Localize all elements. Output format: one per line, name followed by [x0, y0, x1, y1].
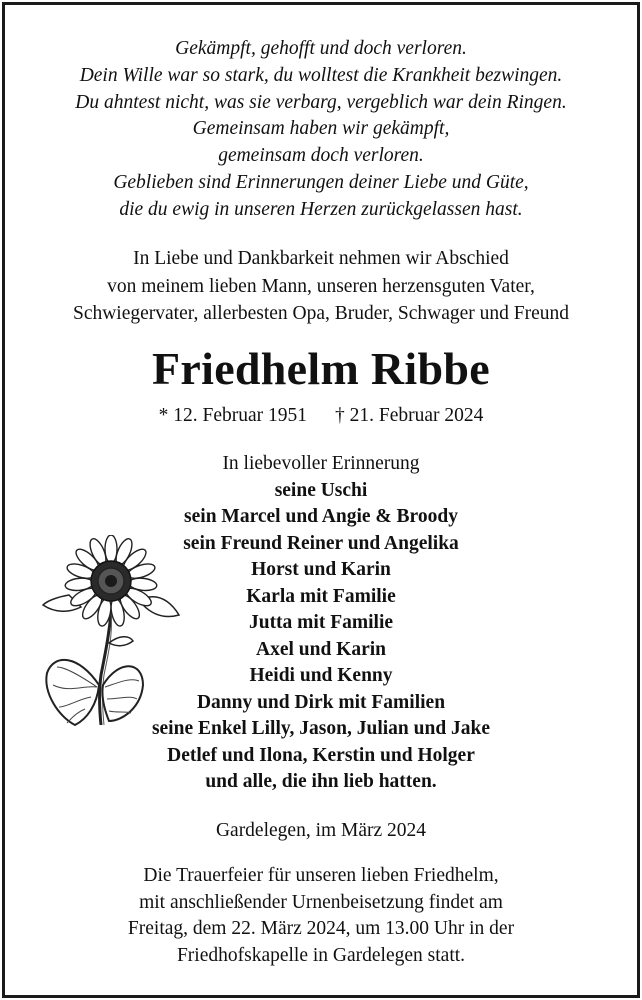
intro-line: von meinem lieben Mann, unseren herzensguten Vater, [107, 275, 535, 297]
poem-line: Du ahntest nicht, was sie verbarg, vergeblich war dein Ringen. [75, 91, 567, 113]
poem [5, 36, 637, 224]
mourner-line: Danny und Dirk mit Familien [196, 691, 446, 713]
mourner-line: sein Marcel und Angie & Broody [184, 506, 458, 527]
birth-date: * 12. Februar 1951 [158, 405, 307, 426]
mourner-line: seine Enkel Lilly, Jason, Julian und Jake [151, 718, 491, 739]
farewell-intro [5, 245, 637, 328]
mourner-line: seine Uschi [274, 479, 368, 501]
intro-line: In Liebe und Dankbarkeit nehmen wir Abschied [133, 248, 509, 269]
intro-line: Schwiegervater, allerbesten Opa, Bruder, Schwager und Freund [72, 303, 570, 324]
mourner-line: Jutta mit Familie [248, 612, 394, 633]
obituary-frame [2, 2, 640, 998]
mourner-line: Heidi und Kenny [249, 665, 393, 686]
poem-line: die du ewig in unseren Herzen zurückgelassen hast. [119, 198, 523, 220]
mourner-line: Horst und Karin [251, 559, 391, 580]
mourner-line: und alle, die ihn lieb hatten. [205, 771, 437, 792]
funeral-line: Freitag, dem 22. März 2024, um 13.00 Uhr in der [127, 918, 515, 939]
mourner-line: Karla mit Familie [246, 585, 396, 607]
funeral-line: Friedhofskapelle in Gardelegen statt. [176, 944, 466, 966]
death-date: † 21. Februar 2024 [335, 405, 484, 426]
sunflower-icon [39, 535, 184, 730]
mourner-line: Axel und Karin [255, 638, 387, 660]
funeral-line: mit anschließender Urnenbeisetzung findet am [139, 891, 503, 913]
life-dates [5, 403, 637, 429]
place-date: Gardelegen, im März 2024 [215, 820, 427, 841]
mourner-line: sein Freund Reiner und Angelika [183, 532, 459, 554]
funeral-info [5, 863, 637, 969]
poem-line: Dein Wille war so stark, du wolltest die Krankheit bezwingen. [79, 64, 563, 86]
poem-line: Geblieben sind Erinnerungen deiner Liebe und Güte, [113, 171, 529, 193]
poem-line: Gemeinsam haben wir gekämpft, [192, 118, 450, 140]
remembrance-intro: In liebevoller Erinnerung [222, 453, 420, 474]
funeral-line: Die Trauerfeier für unseren lieben Friedhelm, [143, 865, 499, 886]
mourner-line: Detlef und Ilona, Kerstin und Holger [167, 744, 475, 766]
deceased-name: Friedhelm Ribbe [152, 343, 490, 394]
poem-line: gemeinsam doch verloren. [218, 145, 424, 167]
poem-line: Gekämpft, gehofft und doch verloren. [175, 38, 467, 59]
